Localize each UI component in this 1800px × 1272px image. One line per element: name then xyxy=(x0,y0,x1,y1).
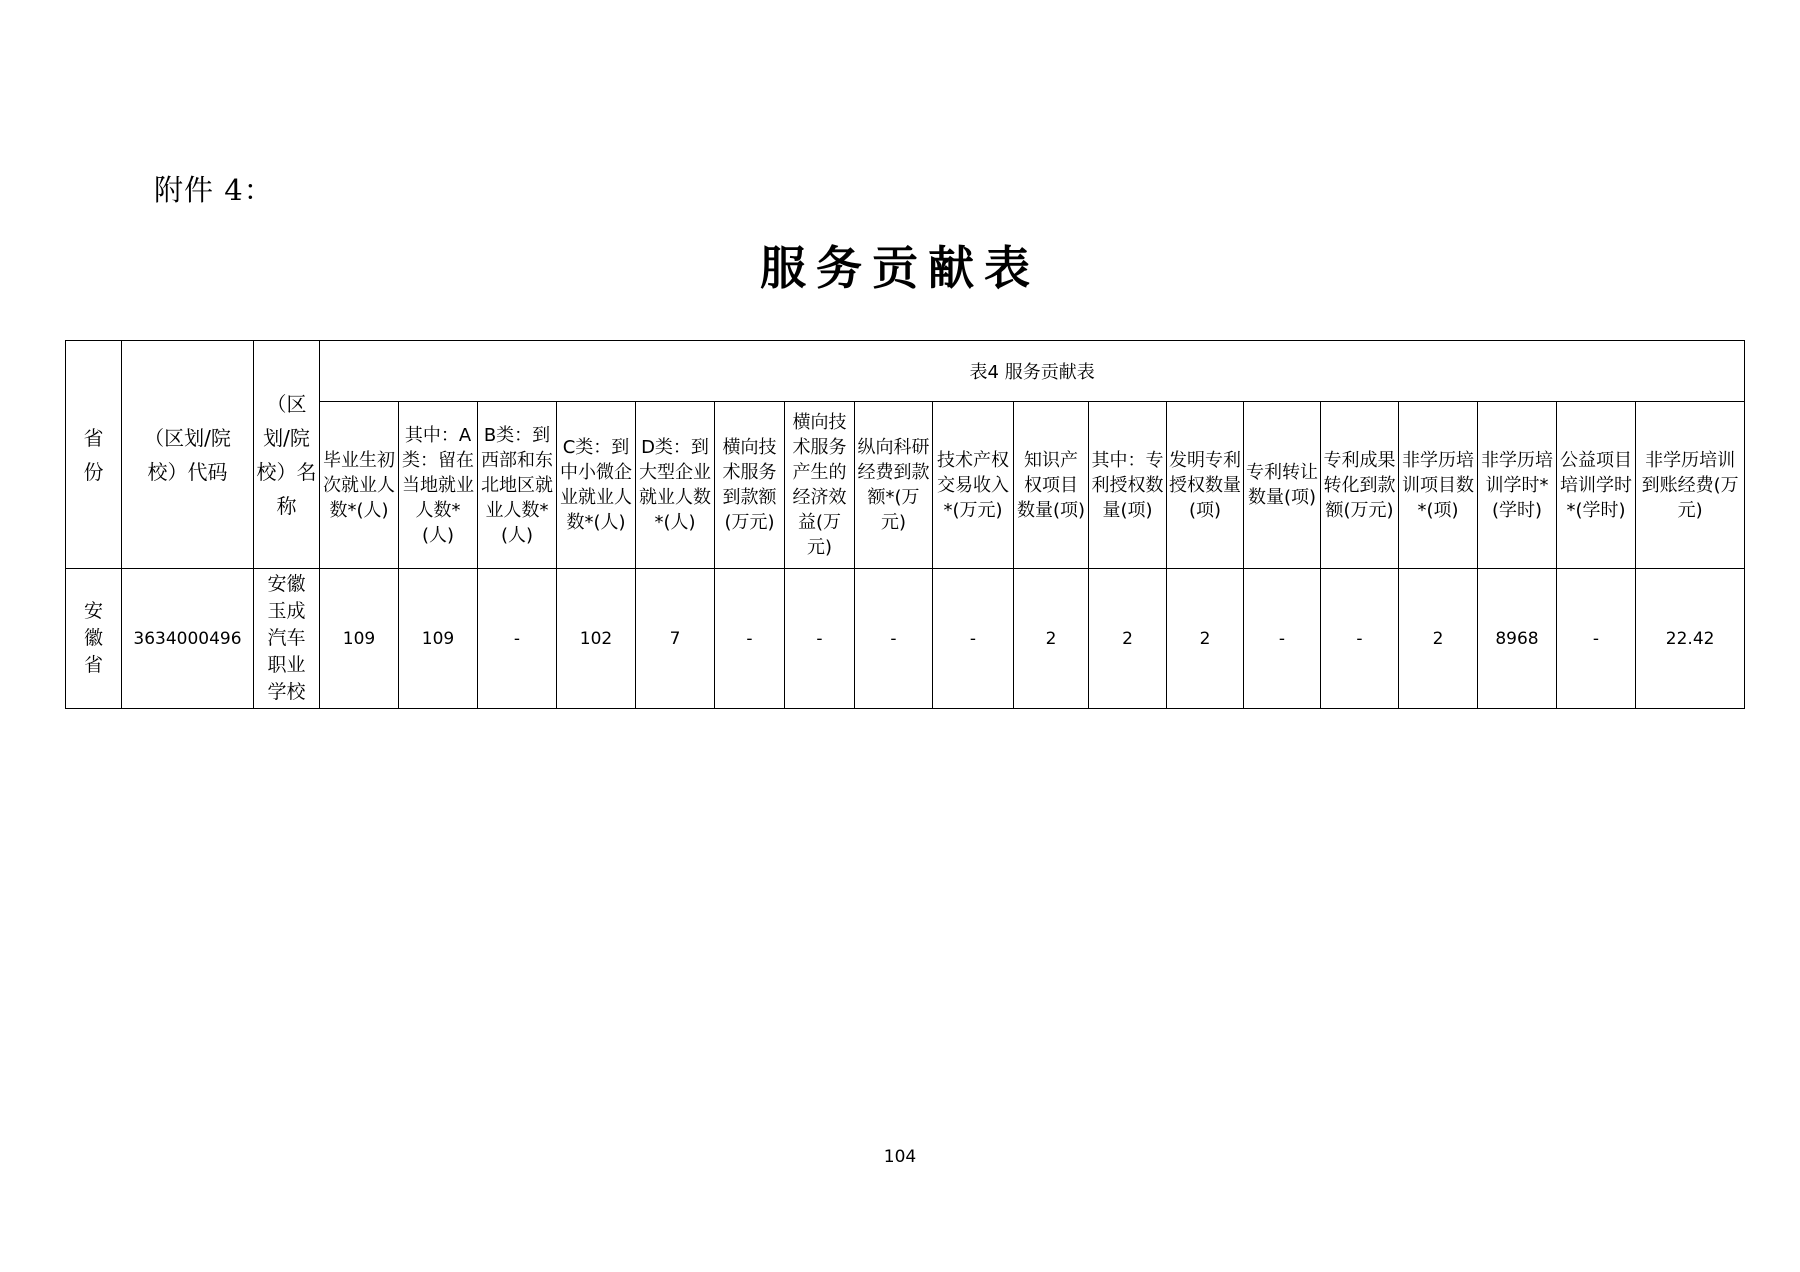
table-cell: 7 xyxy=(636,569,715,709)
table-cell: - xyxy=(1321,569,1399,709)
attachment-label: 附件 4： xyxy=(154,173,274,207)
column-header: 专利成果转化到款额(万元) xyxy=(1321,402,1399,569)
table-cell: 2 xyxy=(1167,569,1244,709)
cell-code: 3634000496 xyxy=(122,569,254,709)
header-name xyxy=(254,341,320,569)
table-cell: - xyxy=(785,569,855,709)
cell-name-text: 安徽玉成汽车职业学校 xyxy=(267,573,306,703)
table-cell: - xyxy=(478,569,557,709)
column-header: 毕业生初次就业人数*(人) xyxy=(320,402,399,569)
cell-province xyxy=(66,569,122,709)
column-header: C类：到中小微企业就业人数*(人) xyxy=(557,402,636,569)
column-header: 横向技术服务产生的经济效益(万元) xyxy=(785,402,855,569)
table-cell: 102 xyxy=(557,569,636,709)
column-header: 纵向科研经费到款额*(万元) xyxy=(855,402,933,569)
header-province-text: 省份 xyxy=(83,425,104,484)
table-cell: 109 xyxy=(399,569,478,709)
document-title: 服务贡献表 xyxy=(760,241,1040,295)
page-number: 104 xyxy=(883,1147,917,1167)
column-header: 其中：专利授权数量(项) xyxy=(1089,402,1167,569)
column-header: 发明专利授权数量(项) xyxy=(1167,402,1244,569)
service-contribution-table xyxy=(65,340,1745,709)
table-cell: 2 xyxy=(1399,569,1478,709)
table-cell: - xyxy=(1557,569,1636,709)
column-header: D类：到大型企业就业人数*(人) xyxy=(636,402,715,569)
column-header: 非学历培训学时*(学时) xyxy=(1478,402,1557,569)
column-header: B类：到西部和东北地区就业人数*(人) xyxy=(478,402,557,569)
header-code-text: （区划/院校）代码 xyxy=(144,425,231,484)
header-province xyxy=(66,341,122,569)
column-header: 技术产权交易收入*(万元) xyxy=(933,402,1014,569)
column-header: 知识产权项目数量(项) xyxy=(1014,402,1089,569)
column-header: 公益项目培训学时*(学时) xyxy=(1557,402,1636,569)
table-cell: 8968 xyxy=(1478,569,1557,709)
table-cell: - xyxy=(855,569,933,709)
column-header: 专利转让数量(项) xyxy=(1244,402,1321,569)
cell-name xyxy=(254,569,320,709)
table-cell: - xyxy=(1244,569,1321,709)
cell-province-text: 安徽省 xyxy=(83,600,103,676)
header-code xyxy=(122,341,254,569)
header-name-text: （区划/院校）名称 xyxy=(256,391,317,518)
table-cell: - xyxy=(933,569,1014,709)
column-header: 非学历培训到账经费(万元) xyxy=(1636,402,1745,569)
table-row xyxy=(66,569,1745,709)
table-cell: 2 xyxy=(1089,569,1167,709)
table-cell: 22.42 xyxy=(1636,569,1745,709)
table-caption: 表4 服务贡献表 xyxy=(320,341,1745,402)
column-header: 其中：A类：留在当地就业人数*(人) xyxy=(399,402,478,569)
column-header: 非学历培训项目数*(项) xyxy=(1399,402,1478,569)
table-cell: 2 xyxy=(1014,569,1089,709)
table-cell: 109 xyxy=(320,569,399,709)
column-header: 横向技术服务到款额(万元) xyxy=(715,402,785,569)
table-cell: - xyxy=(715,569,785,709)
